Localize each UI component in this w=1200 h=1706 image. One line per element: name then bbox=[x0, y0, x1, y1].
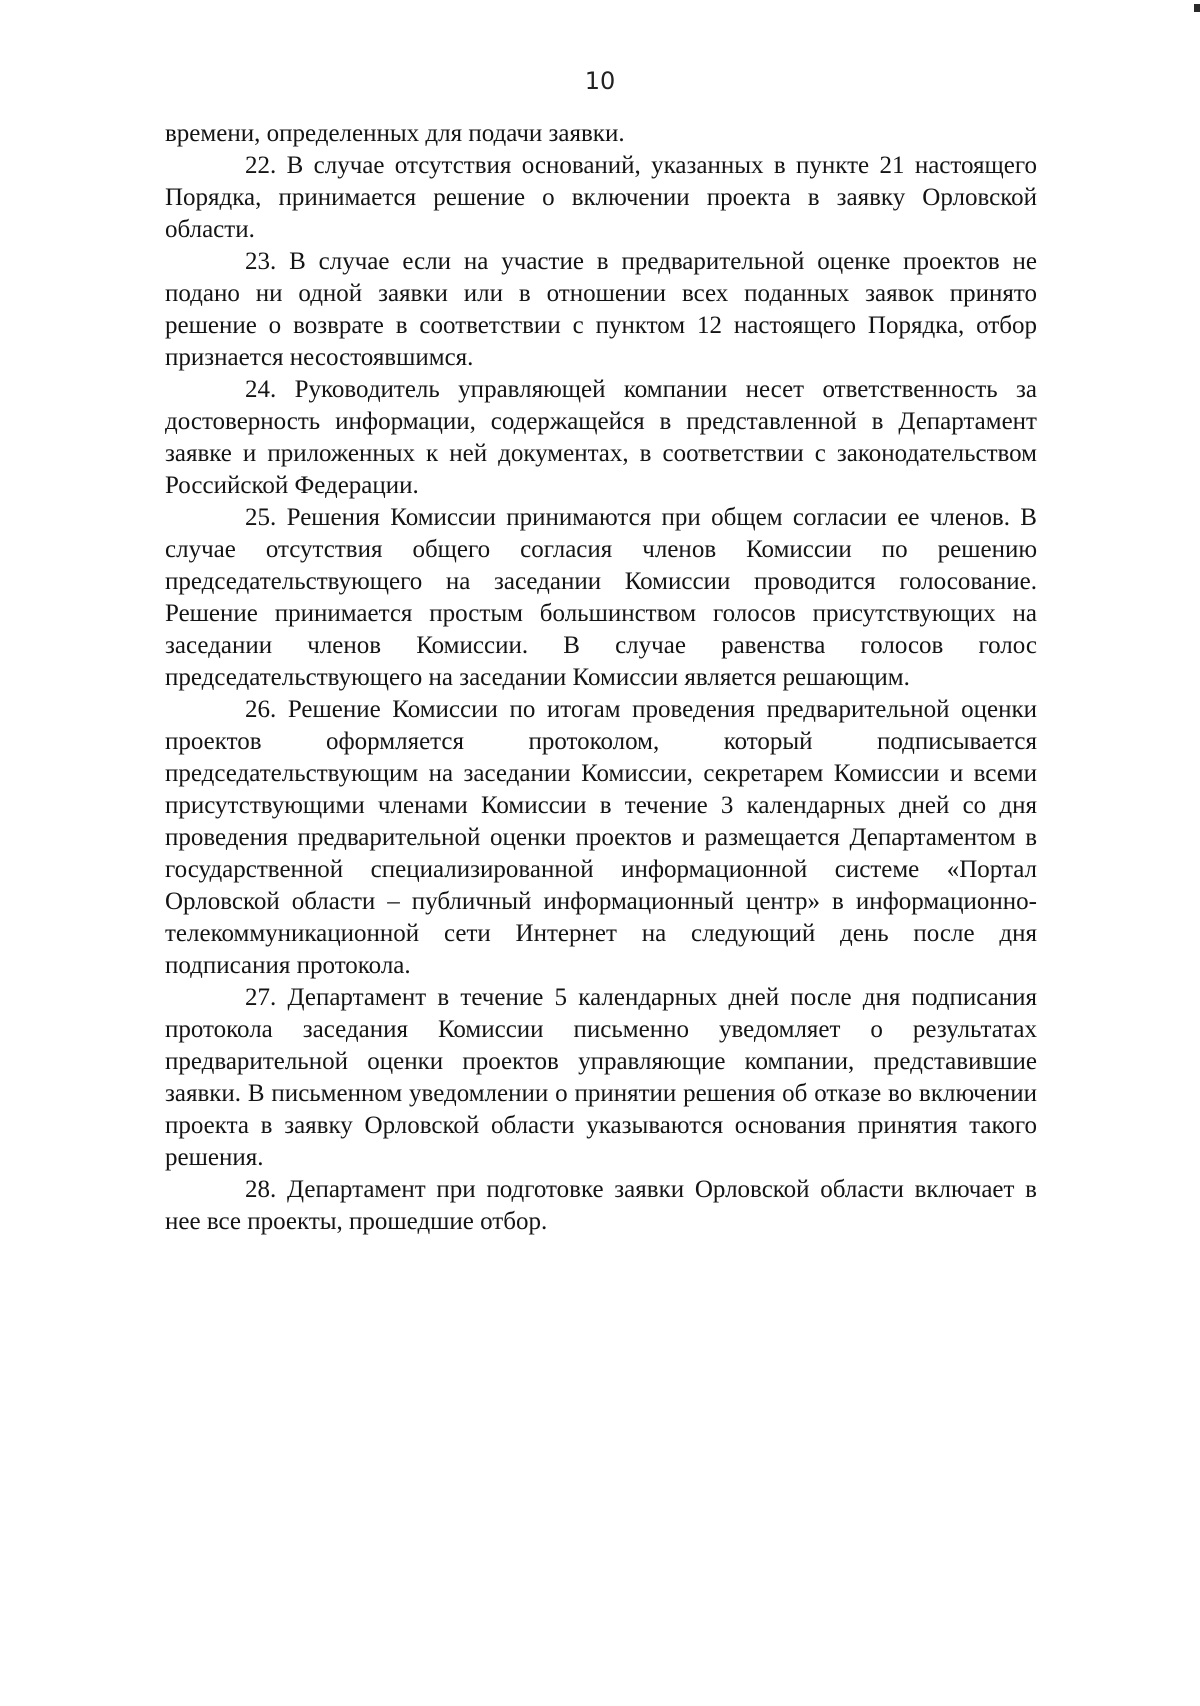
paragraph-continuation: времени, определенных для подачи заявки. bbox=[165, 120, 625, 147]
document-body bbox=[165, 118, 1037, 1238]
paragraph-item-22: 22. В случае отсутствия оснований, указанных в пункте 21 настоящего Порядка, принимается решение о включении проекта в заявку Орловской области. bbox=[165, 152, 1037, 243]
paragraph-item-24: 24. Руководитель управляющей компании несет ответственность за достоверность информации, содержащейся в представленной в Департамент заявке и приложенных к ней документах, в соответствии с законодательством Российской Федерации. bbox=[165, 376, 1037, 499]
scan-edge-mark bbox=[1194, 4, 1200, 12]
paragraph-item-27: 27. Департамент в течение 5 календарных дней после дня подписания протокола заседания Комиссии письменно уведомляет о результатах предварительной оценки проектов управляющие компании, представившие заявки. В письменном уведомлении о принятии решения об отказе во включении проекта в заявку Орловской области указываются основания принятия такого решения. bbox=[165, 984, 1037, 1171]
paragraph-item-23: 23. В случае если на участие в предварительной оценке проектов не подано ни одной заявки или в отношении всех поданных заявок принято решение о возврате в соответствии с пунктом 12 настоящего Порядка, отбор признается несостоявшимся. bbox=[165, 248, 1037, 371]
paragraph-item-28: 28. Департамент при подготовке заявки Орловской области включает в нее все проекты, прошедшие отбор. bbox=[165, 1176, 1037, 1235]
page-number: 10 bbox=[584, 67, 616, 95]
paragraph-item-26: 26. Решение Комиссии по итогам проведения предварительной оценки проектов оформляется протоколом, который подписывается председательствующим на заседании Комиссии, секретарем Комиссии и всеми присутствующими членами Комиссии в течение 3 календарных дней со дня проведения предварительной оценки проектов и размещается Департаментом в государственной специализированной информационной системе «Портал Орловской области – публичный информационный центр» в информационно-телекоммуникационной сети Интернет на следующий день после дня подписания протокола. bbox=[165, 696, 1037, 979]
paragraph-item-25: 25. Решения Комиссии принимаются при общем согласии ее членов. В случае отсутствия общего согласия членов Комиссии по решению председательствующего на заседании Комиссии проводится голосование. Решение принимается простым большинством голосов присутствующих на заседании членов Комиссии. В случае равенства голосов голос председательствующего на заседании Комиссии является решающим. bbox=[165, 504, 1037, 691]
